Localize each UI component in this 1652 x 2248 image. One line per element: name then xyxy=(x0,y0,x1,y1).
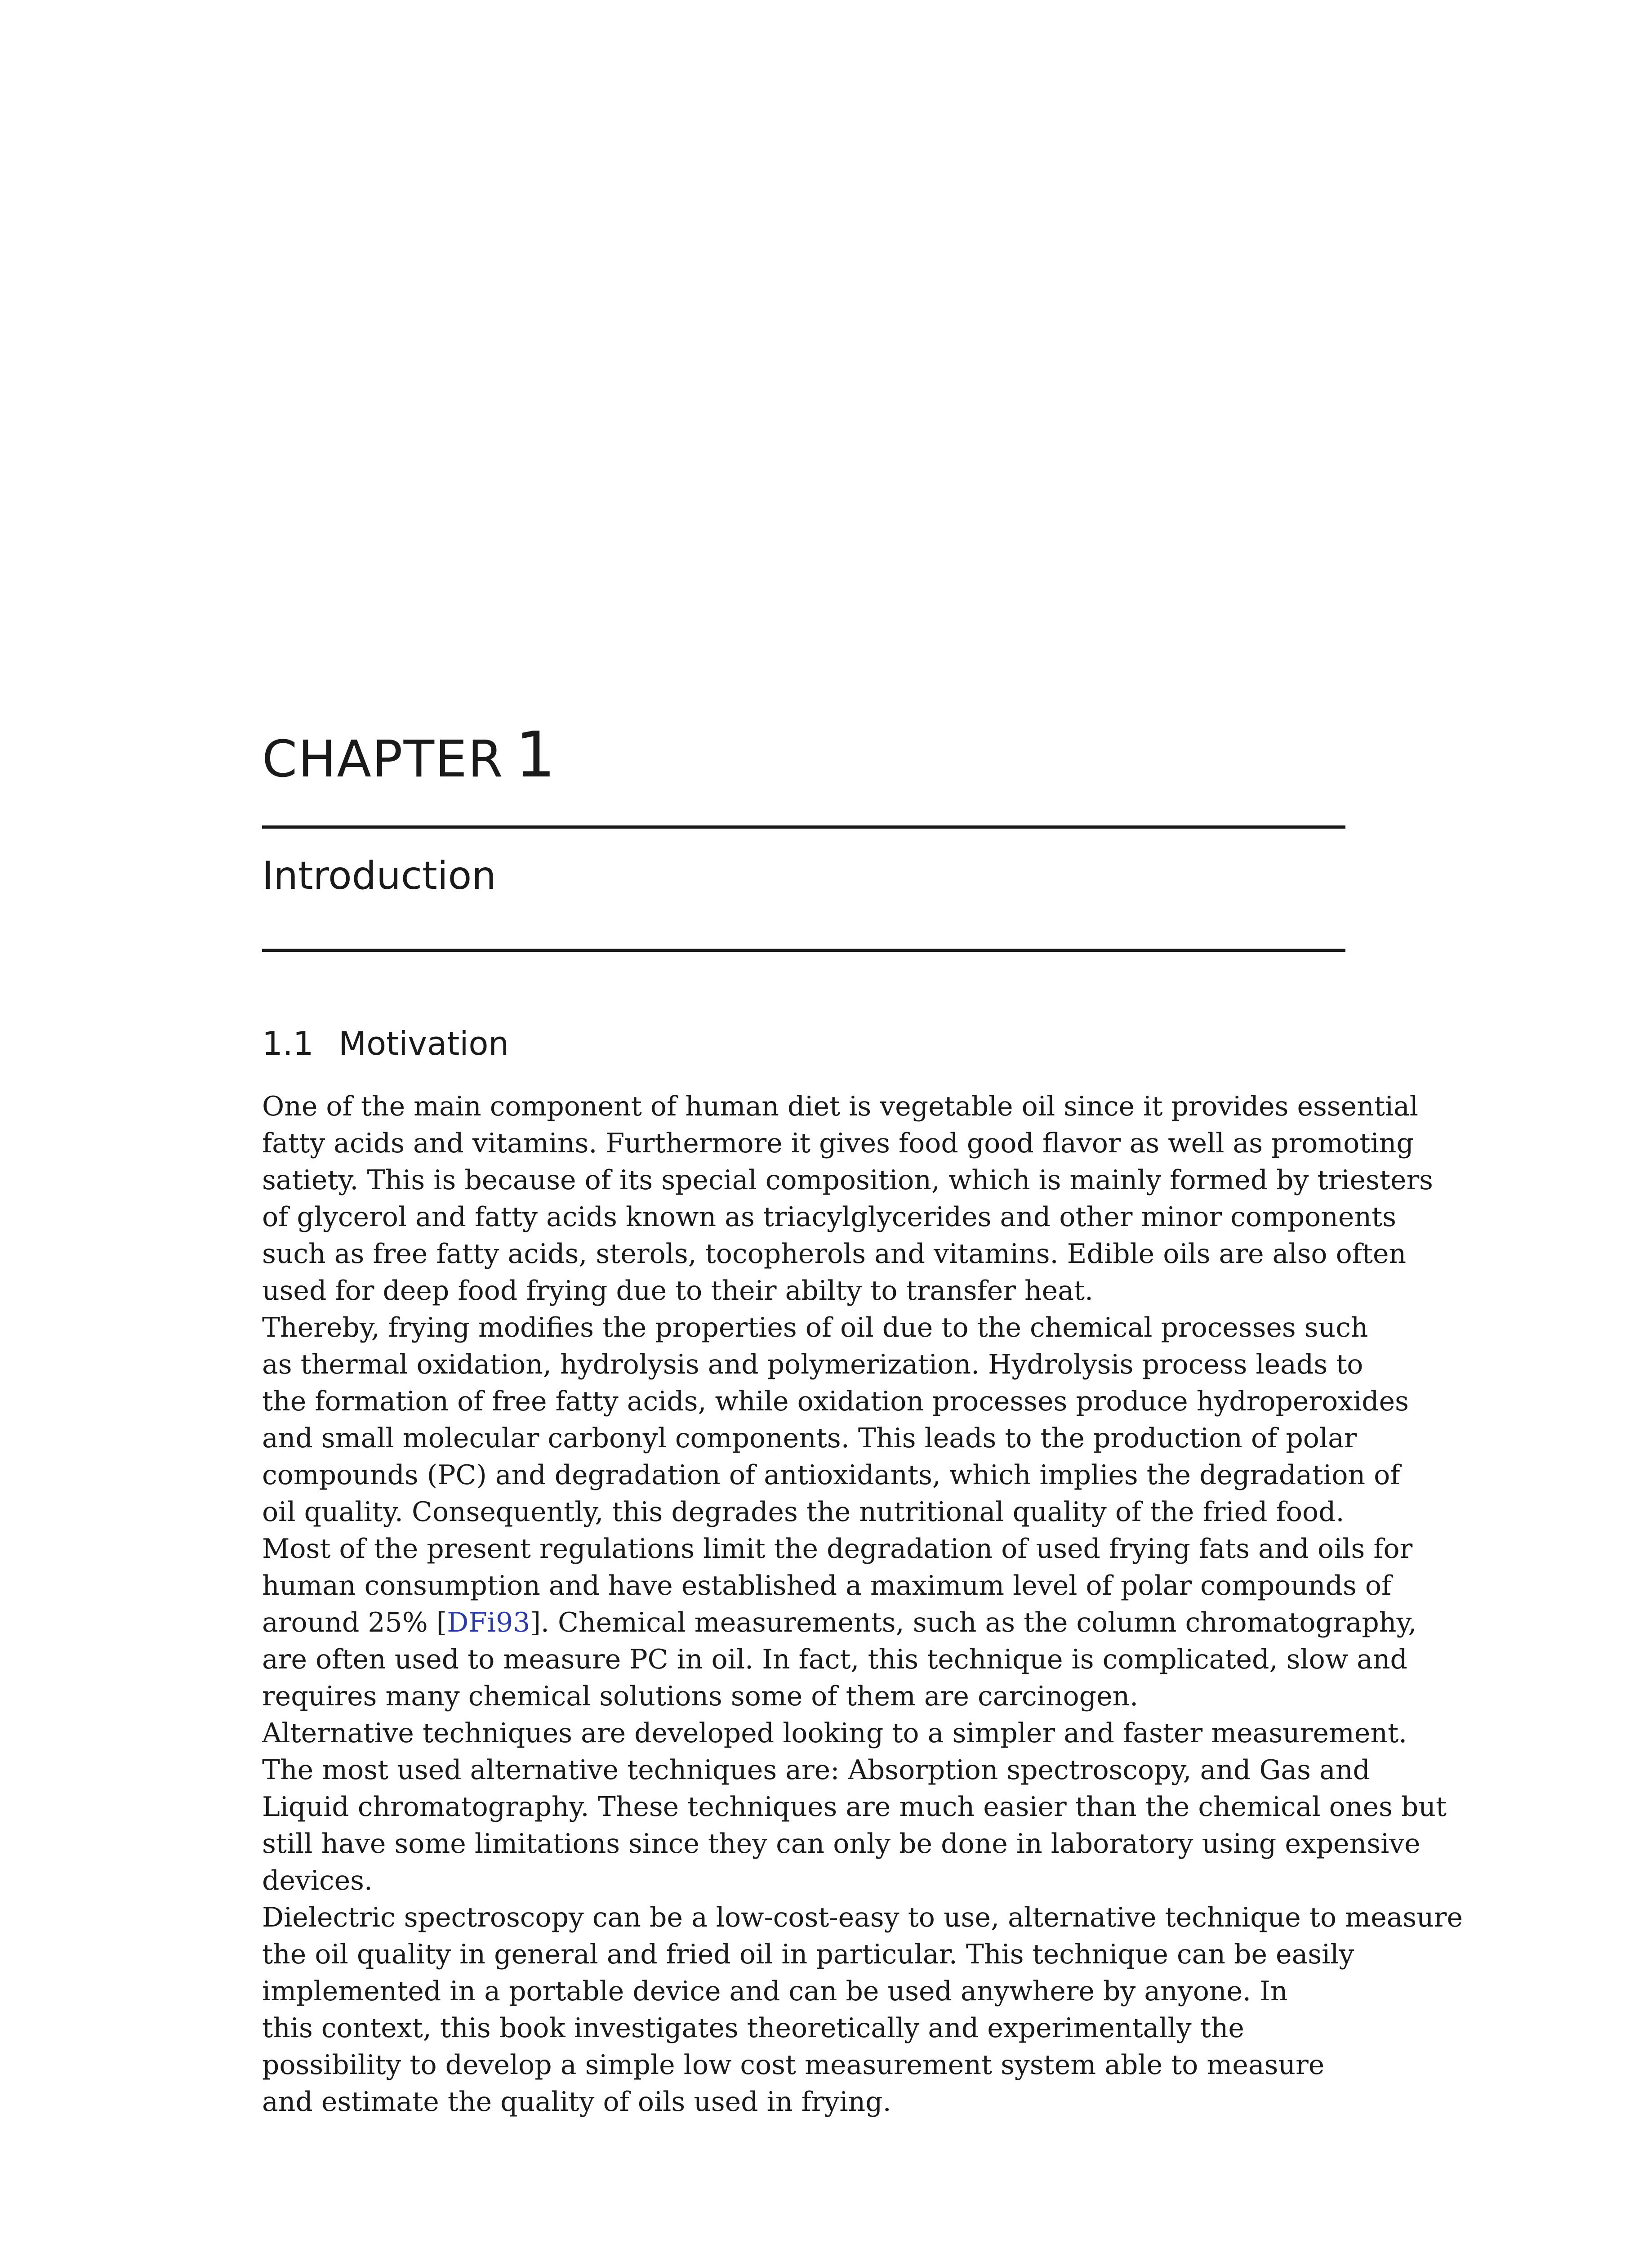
body-line: are often used to measure PC in oil. In fact, this technique is complicated, slow and xyxy=(262,1644,1407,1675)
body-line: and small molecular carbonyl components. This leads to the production of polar xyxy=(262,1423,1357,1454)
citation-line xyxy=(262,1604,1422,1641)
body-line: possibility to develop a simple low cost measurement system able to measure xyxy=(262,2049,1325,2081)
body-paragraphs xyxy=(262,1088,1463,2120)
body-line: One of the main component of human diet is vegetable oil since it provides essential xyxy=(262,1091,1418,1122)
body-line: compounds (PC) and degradation of antioxidants, which implies the degradation of xyxy=(262,1459,1400,1491)
body-line: Most of the present regulations limit the degradation of used frying fats and oils for xyxy=(262,1533,1413,1565)
body-line: Dielectric spectroscopy can be a low-cost-easy to use, alternative technique to measure xyxy=(262,1902,1463,1933)
body-line: the formation of free fatty acids, while oxidation processes produce hydroperoxides xyxy=(262,1386,1409,1417)
body-line: human consumption and have established a maximum level of polar compounds of xyxy=(262,1570,1392,1601)
body-line: Thereby, frying modifies the properties of oil due to the chemical processes such xyxy=(262,1312,1368,1343)
body-line: this context, this book investigates theoretically and experimentally the xyxy=(262,2012,1244,2044)
citation-line-before: around 25% [ xyxy=(262,1607,447,1638)
body-line: Alternative techniques are developed looking to a simpler and faster measurement. xyxy=(262,1717,1407,1749)
body-line: oil quality. Consequently, this degrades the nutritional quality of the fried food. xyxy=(262,1496,1345,1528)
body-line: such as free fatty acids, sterols, tocopherols and vitamins. Edible oils are also often xyxy=(262,1238,1407,1270)
citation-link[interactable]: DFi93 xyxy=(447,1607,530,1638)
body-line: requires many chemical solutions some of them are carcinogen. xyxy=(262,1681,1139,1712)
body-line: fatty acids and vitamins. Furthermore it gives food good flavor as well as promoting xyxy=(262,1128,1414,1159)
body-line: implemented in a portable device and can be used anywhere by anyone. In xyxy=(262,1976,1288,2007)
citation-line-after: ]. Chemical measurements, such as the column chromatography, xyxy=(530,1607,1417,1638)
section-heading xyxy=(262,1027,509,1060)
body-line: satiety. This is because of its special composition, which is mainly formed by triesters xyxy=(262,1164,1433,1196)
chapter-word: CHAPTER xyxy=(262,730,504,789)
body-line: devices. xyxy=(262,1865,373,1896)
chapter-top-rule xyxy=(262,825,1345,829)
body-line: used for deep food frying due to their abilty to transfer heat. xyxy=(262,1275,1094,1307)
body-line: and estimate the quality of oils used in frying. xyxy=(262,2086,891,2118)
body-line: Liquid chromatography. These techniques are much easier than the chemical ones but xyxy=(262,1791,1447,1823)
chapter-number: 1 xyxy=(515,718,557,792)
body-line: still have some limitations since they can only be done in laboratory using expensive xyxy=(262,1828,1420,1860)
chapter-label xyxy=(262,718,557,792)
chapter-bottom-rule xyxy=(262,949,1345,952)
section-title: Motivation xyxy=(338,1025,509,1062)
body-line: of glycerol and fatty acids known as triacylglycerides and other minor components xyxy=(262,1201,1396,1233)
section-number: 1.1 xyxy=(262,1025,314,1062)
body-line: the oil quality in general and fried oil in particular. This technique can be easily xyxy=(262,1939,1354,1970)
body-line: as thermal oxidation, hydrolysis and polymerization. Hydrolysis process leads to xyxy=(262,1349,1363,1380)
chapter-title: Introduction xyxy=(262,853,496,898)
body-line: The most used alternative techniques are: Absorption spectroscopy, and Gas and xyxy=(262,1754,1370,1786)
